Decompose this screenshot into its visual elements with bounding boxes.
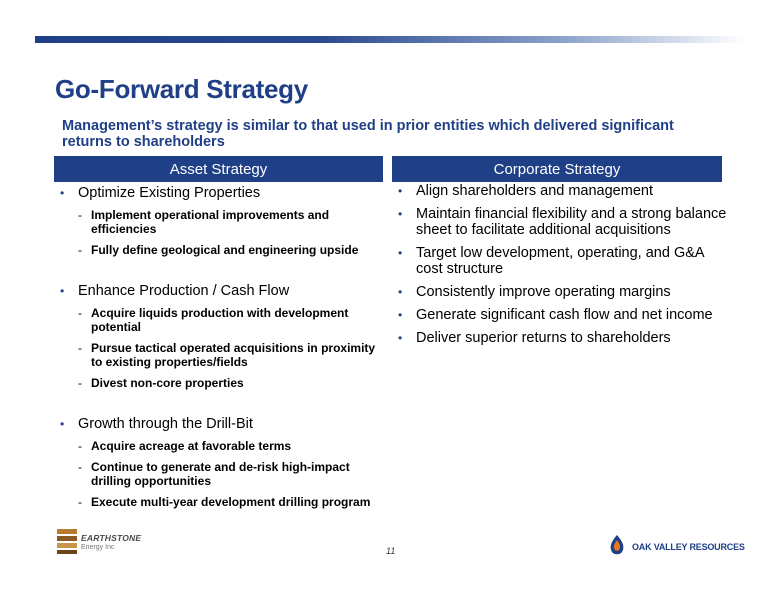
bullet-dot-icon: • (398, 246, 403, 260)
earthstone-logo-icon (55, 527, 79, 555)
sub-item-text: Implement operational improvements and efficiencies (91, 208, 330, 236)
page-subtitle: Management’s strategy is similar to that used in prior entities which delivered significant returns to shareholders (62, 118, 674, 150)
sub-item: - Acquire liquids production with development potential (78, 306, 349, 334)
oak-valley-logo-icon (606, 534, 628, 556)
asset-group-enhance (60, 283, 385, 390)
sub-item-text: Acquire liquids production with development potential (91, 306, 349, 334)
bullet-text: Growth through the Drill-Bit (78, 416, 253, 432)
oak-valley-logo (606, 534, 745, 558)
asset-group-optimize (60, 185, 385, 257)
list-item (60, 283, 385, 299)
bullet-text: Consistently improve operating margins (416, 284, 671, 300)
bullet-dot-icon: • (60, 284, 65, 298)
sub-item: - Continue to generate and de-risk high-impact drilling opportunities (78, 460, 350, 488)
bullet-text: Align shareholders and management (416, 183, 653, 199)
earthstone-logo-name: EARTHSTONE (81, 533, 142, 543)
sub-item: - Acquire acreage at favorable terms (78, 439, 292, 453)
bullet-dot-icon: • (60, 186, 65, 200)
sub-item-text: Acquire acreage at favorable terms (91, 439, 292, 453)
sub-item-text: Fully define geological and engineering upside (91, 243, 359, 257)
header-gradient-bar (35, 36, 745, 43)
sub-item-text: Continue to generate and de-risk high-impact drilling opportunities (91, 460, 350, 488)
corporate-strategy-heading: Corporate Strategy (392, 156, 722, 182)
list-item (60, 416, 385, 432)
list-item (60, 185, 385, 201)
sub-item-text: Divest non-core properties (91, 376, 244, 390)
oak-valley-logo-name: OAK VALLEY RESOURCES (632, 542, 745, 552)
bullet-dot-icon: • (398, 308, 403, 322)
sub-item: - Implement operational improvements and efficiencies (78, 208, 330, 236)
bullet-text: Generate significant cash flow and net income (416, 307, 713, 323)
list-item (398, 330, 728, 346)
bullet-text: Maintain financial flexibility and a strong balance sheet to facilitate additional acquisitions (416, 206, 727, 238)
sub-item: - Execute multi-year development drilling program (78, 495, 371, 509)
bullet-text: Target low development, operating, and G&A cost structure (416, 245, 704, 277)
earthstone-logo-sub: Energy Inc (81, 544, 115, 551)
sub-item: - Pursue tactical operated acquisitions in proximity to existing properties/fields (78, 341, 376, 369)
list-item (398, 307, 728, 323)
list-item (398, 183, 728, 199)
asset-group-growth (60, 416, 385, 509)
bullet-text: Enhance Production / Cash Flow (78, 283, 290, 299)
bullet-dot-icon: • (398, 184, 403, 198)
sub-item-text: Execute multi-year development drilling program (91, 495, 371, 509)
list-item (398, 245, 728, 277)
page-title: Go-Forward Strategy (55, 74, 308, 104)
bullet-text: Deliver superior returns to shareholders (416, 330, 671, 346)
asset-strategy-heading: Asset Strategy (54, 156, 383, 182)
bullet-text: Optimize Existing Properties (78, 185, 261, 201)
bullet-dot-icon: • (398, 331, 403, 345)
sub-item: - Divest non-core properties (78, 376, 244, 390)
sub-item-text: Pursue tactical operated acquisitions in proximity to existing properties/fields (91, 341, 376, 369)
list-item (398, 206, 728, 238)
bullet-dot-icon: • (60, 417, 65, 431)
bullet-dot-icon: • (398, 285, 403, 299)
bullet-dot-icon: • (398, 207, 403, 221)
corporate-strategy-column (398, 183, 728, 353)
earthstone-logo (55, 527, 155, 559)
sub-item: - Fully define geological and engineering upside (78, 243, 359, 257)
asset-strategy-column (60, 183, 385, 529)
list-item (398, 284, 728, 300)
page-number: 11 (386, 546, 396, 556)
